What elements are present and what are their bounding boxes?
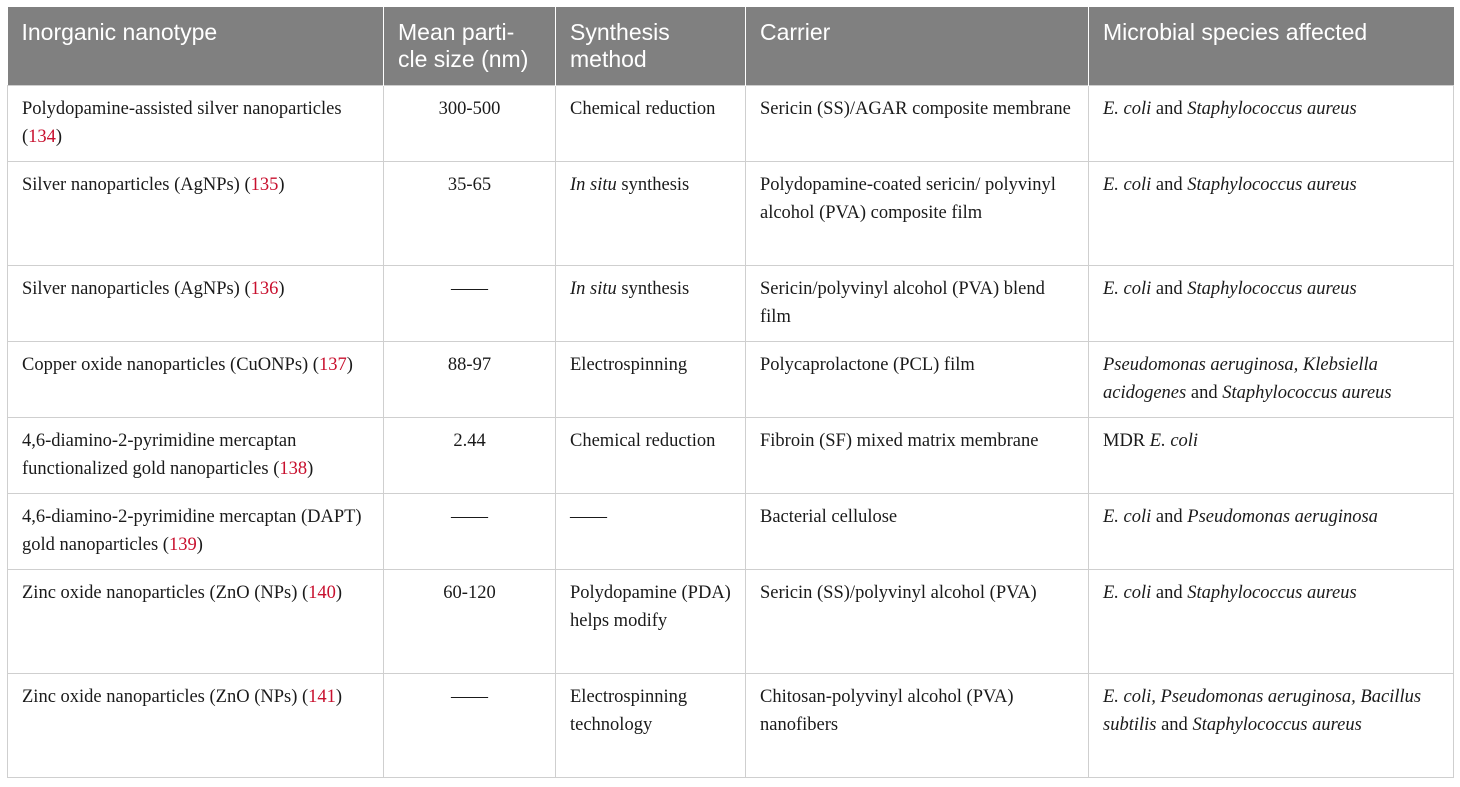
cell-synthesis-method: In situ synthesis	[556, 162, 746, 266]
cell-particle-size: ——	[384, 494, 556, 570]
table-row	[8, 162, 1454, 266]
table-row	[8, 342, 1454, 418]
reference-link[interactable]: 134	[28, 126, 56, 147]
cell-nanotype: Zinc oxide nanoparticles (ZnO (NPs) (140)	[8, 570, 384, 674]
cell-microbial-species: MDR E. coli	[1089, 418, 1454, 494]
table-row	[8, 86, 1454, 162]
header-row	[8, 7, 1454, 86]
cell-carrier: Sericin (SS)/AGAR composite membrane	[746, 86, 1089, 162]
table-row	[8, 494, 1454, 570]
cell-nanotype: Silver nanoparticles (AgNPs) (136)	[8, 266, 384, 342]
reference-link[interactable]: 140	[308, 583, 336, 603]
cell-synthesis-method: ——	[556, 494, 746, 570]
cell-microbial-species: Pseudomonas aeruginosa, Klebsiella acidogenes and Staphylococcus aureus	[1089, 342, 1454, 418]
cell-synthesis-method: Chemical reduction	[556, 418, 746, 494]
cell-microbial-species: E. coli and Staphylococcus aureus	[1089, 86, 1454, 162]
cell-carrier: Polydopamine-coated sericin/ polyvinyl alcohol (PVA) composite film	[746, 162, 1089, 266]
cell-carrier: Fibroin (SF) mixed matrix membrane	[746, 418, 1089, 494]
cell-particle-size: ——	[384, 266, 556, 342]
cell-carrier: Polycaprolactone (PCL) film	[746, 342, 1089, 418]
cell-carrier: Bacterial cellulose	[746, 494, 1089, 570]
table-row	[8, 266, 1454, 342]
cell-nanotype: Polydopamine-assisted silver nanoparticles (134)	[8, 86, 384, 162]
header-mean-particle-size: Mean parti- cle size (nm)	[384, 7, 556, 86]
cell-particle-size: 35-65	[384, 162, 556, 266]
cell-synthesis-method: In situ synthesis	[556, 266, 746, 342]
cell-carrier: Sericin (SS)/polyvinyl alcohol (PVA)	[746, 570, 1089, 674]
cell-nanotype: 4,6-diamino-2-pyrimidine mercaptan (DAPT) gold nanoparticles (139)	[8, 494, 384, 570]
cell-nanotype: Silver nanoparticles (AgNPs) (135)	[8, 162, 384, 266]
cell-synthesis-method: Electrospinning	[556, 342, 746, 418]
cell-particle-size: 88-97	[384, 342, 556, 418]
reference-link[interactable]: 138	[279, 458, 308, 479]
cell-particle-size: ——	[384, 674, 556, 778]
header-inorganic-nanotype: Inorganic nanotype	[8, 7, 384, 86]
reference-link[interactable]: 135	[250, 175, 279, 195]
cell-synthesis-method: Electrospinning technology	[556, 674, 746, 778]
cell-microbial-species: E. coli and Staphylococcus aureus	[1089, 570, 1454, 674]
cell-microbial-species: E. coli, Pseudomonas aeruginosa, Bacillus subtilis and Staphylococcus aureus	[1089, 674, 1454, 778]
header-synthesis-method: Synthesis method	[556, 7, 746, 86]
reference-link[interactable]: 136	[250, 279, 279, 299]
table-row	[8, 674, 1454, 778]
cell-synthesis-method: Polydopamine (PDA) helps modify	[556, 570, 746, 674]
cell-nanotype: 4,6-diamino-2-pyrimidine mercaptan functionalized gold nanoparticles (138)	[8, 418, 384, 494]
cell-microbial-species: E. coli and Staphylococcus aureus	[1089, 162, 1454, 266]
header-microbial-species: Microbial species affected	[1089, 7, 1454, 86]
nanoparticle-table	[7, 7, 1454, 778]
cell-carrier: Sericin/polyvinyl alcohol (PVA) blend film	[746, 266, 1089, 342]
cell-microbial-species: E. coli and Pseudomonas aeruginosa	[1089, 494, 1454, 570]
cell-nanotype: Copper oxide nanoparticles (CuONPs) (137)	[8, 342, 384, 418]
cell-microbial-species: E. coli and Staphylococcus aureus	[1089, 266, 1454, 342]
cell-nanotype: Zinc oxide nanoparticles (ZnO (NPs) (141)	[8, 674, 384, 778]
reference-link[interactable]: 141	[308, 687, 336, 707]
cell-particle-size: 2.44	[384, 418, 556, 494]
table-row	[8, 418, 1454, 494]
cell-carrier: Chitosan-polyvinyl alcohol (PVA) nanofibers	[746, 674, 1089, 778]
reference-link[interactable]: 139	[168, 534, 197, 555]
cell-particle-size: 300-500	[384, 86, 556, 162]
header-carrier: Carrier	[746, 7, 1089, 86]
cell-synthesis-method: Chemical reduction	[556, 86, 746, 162]
reference-link[interactable]: 137	[318, 355, 347, 375]
table-row	[8, 570, 1454, 674]
table-container	[7, 7, 1453, 778]
cell-particle-size: 60-120	[384, 570, 556, 674]
